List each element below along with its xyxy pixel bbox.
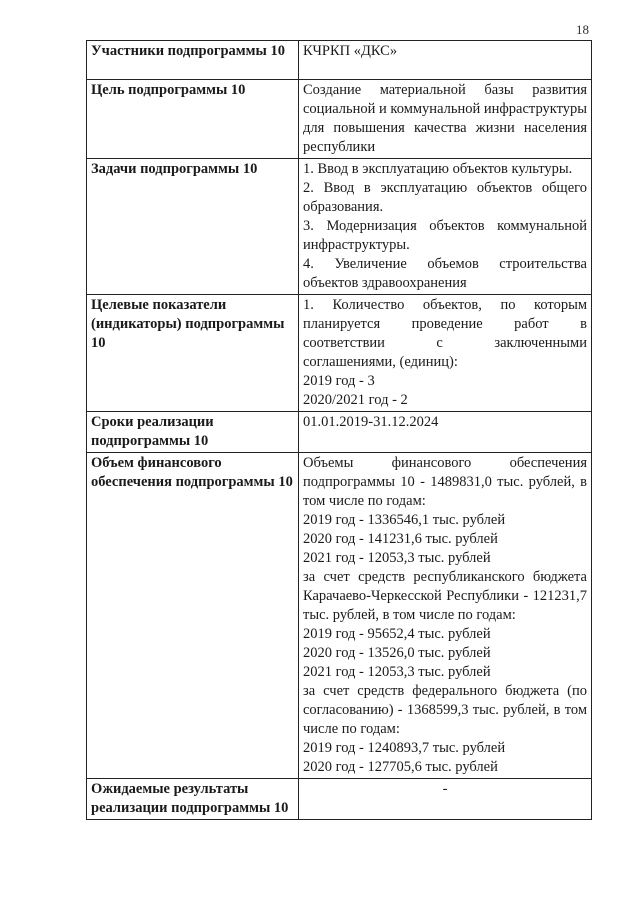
row-label-participants: Участники подпрограммы 10 [87, 41, 299, 80]
table-row [87, 41, 592, 80]
subprogram-passport-table [86, 40, 592, 820]
row-value-participants [299, 41, 592, 80]
table-row [87, 159, 592, 295]
value-line: 1. Количество объектов, по которым планируется проведение работ в соответствии с заключенными соглашениями, (единиц): [303, 297, 587, 370]
value-line: 2019 год - 95652,4 тыс. рублей [303, 626, 491, 642]
value-line: 2021 год - 12053,3 тыс. рублей [303, 550, 491, 566]
row-label-goal: Цель подпрограммы 10 [87, 80, 299, 159]
value-line: за счет средств республиканского бюджета Карачаево-Черкесской Республики - 121231,7 тыс. рублей, в том числе по годам: [303, 569, 587, 623]
value-line: 1. Ввод в эксплуатацию объектов культуры. [303, 161, 573, 177]
row-label-funding: Объем финансового обеспечения подпрограммы 10 [87, 453, 299, 779]
value-line: 3. Модернизация объектов коммунальной инфраструктуры. [303, 218, 587, 253]
row-value-goal [299, 80, 592, 159]
row-label-indicators: Целевые показатели (индикаторы) подпрограммы 10 [87, 295, 299, 412]
value-line: 2020 год - 127705,6 тыс. рублей [303, 759, 498, 775]
value-line: 2. Ввод в эксплуатацию объектов общего образования. [303, 180, 587, 215]
value-line: 2019 год - 1240893,7 тыс. рублей [303, 740, 506, 756]
table-row [87, 412, 592, 453]
value-line: 01.01.2019-31.12.2024 [303, 414, 439, 430]
row-label-tasks: Задачи подпрограммы 10 [87, 159, 299, 295]
value-line: 2019 год - 1336546,1 тыс. рублей [303, 512, 506, 528]
value-line: Объемы финансового обеспечения подпрограммы 10 - 1489831,0 тыс. рублей, в том числе по годам: [303, 455, 587, 509]
value-line: - [442, 781, 448, 797]
table-row [87, 453, 592, 779]
table-row [87, 779, 592, 820]
value-line: 2019 год - 3 [303, 373, 375, 389]
row-value-expected-results [299, 779, 592, 820]
row-value-funding [299, 453, 592, 779]
row-value-timeframe [299, 412, 592, 453]
row-value-tasks [299, 159, 592, 295]
value-line: КЧРКП «ДКС» [303, 43, 398, 59]
value-line: Создание материальной базы развития социальной и коммунальной инфраструктуры для повышения качества жизни населения республики [303, 82, 587, 155]
row-label-expected-results: Ожидаемые результаты реализации подпрограммы 10 [87, 779, 299, 820]
row-label-timeframe: Сроки реализации подпрограммы 10 [87, 412, 299, 453]
page-number: 18 [576, 22, 589, 37]
value-line: 2020 год - 13526,0 тыс. рублей [303, 645, 491, 661]
row-value-indicators [299, 295, 592, 412]
value-line: 2020/2021 год - 2 [303, 392, 408, 408]
table-row [87, 295, 592, 412]
value-line: 4. Увеличение объемов строительства объектов здравоохранения [303, 256, 587, 291]
value-line: 2021 год - 12053,3 тыс. рублей [303, 664, 491, 680]
table-row [87, 80, 592, 159]
value-line: за счет средств федерального бюджета (по согласованию) - 1368599,3 тыс. рублей, в том числе по годам: [303, 683, 587, 737]
value-line: 2020 год - 141231,6 тыс. рублей [303, 531, 498, 547]
